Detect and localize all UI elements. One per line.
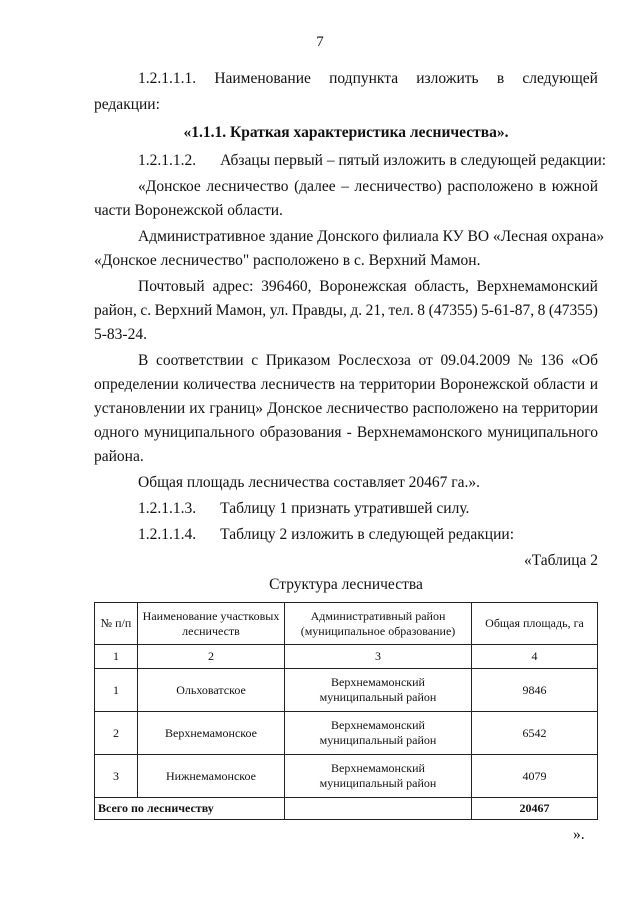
word: соответствии [155, 352, 244, 369]
word: области [533, 376, 586, 393]
forestry-name-cell: Верхнемамонское [138, 712, 285, 755]
paragraph-1-line-1 [138, 70, 598, 88]
word: (47355) [428, 302, 478, 319]
word: - [346, 424, 352, 441]
paragraph-9 [138, 526, 514, 544]
word: с [251, 352, 259, 369]
word: южной [551, 178, 598, 195]
area-cell: 9846 [472, 669, 598, 712]
word: одного [94, 424, 139, 441]
word: лесничество [326, 400, 409, 417]
word: территории [521, 400, 598, 417]
word: «Об [571, 352, 598, 369]
row-number-cell: 1 [95, 669, 138, 712]
paragraph-6-line-3 [94, 400, 598, 418]
word: Мамон, [215, 302, 267, 319]
word: следующей [522, 70, 598, 87]
word: Рослесхоза [338, 352, 411, 369]
table-index-row [95, 645, 598, 669]
closing-quote: ». [573, 826, 585, 843]
paragraph-8 [138, 500, 469, 518]
word: установлении [94, 400, 186, 417]
index-cell: 2 [138, 645, 285, 669]
section-heading: «1.1.1. Краткая характеристика лесничества». [183, 124, 509, 141]
word: расположено [447, 178, 534, 195]
word: расположено [412, 400, 499, 417]
word: территории [359, 376, 436, 393]
paragraph-5-line-2 [94, 302, 598, 320]
district-cell: Верхнемамонский муниципальный район [285, 755, 472, 798]
word: – [341, 178, 349, 195]
word: количества [183, 376, 257, 393]
table-total-row [95, 798, 598, 820]
header-cell: № п/п [95, 603, 138, 645]
word: с. [140, 302, 152, 319]
word: д. [350, 302, 363, 319]
index-cell: 3 [285, 645, 472, 669]
paragraph-text: Таблицу 1 признать утратившей силу. [220, 500, 470, 517]
word: Почтовый [138, 278, 205, 295]
paragraph-4-line-2: «Донское лесничество" расположено в с. Верхний Мамон. [94, 252, 481, 269]
word: район, [94, 302, 137, 319]
word: муниципального [487, 424, 598, 441]
paragraph-text: Таблицу 2 изложить в следующей редакции: [220, 526, 514, 543]
word: границ» [209, 400, 264, 417]
word: на [339, 376, 355, 393]
word: в [496, 70, 505, 87]
word: 5-61-87, [481, 302, 535, 319]
word: область, [414, 278, 469, 295]
word: подпункта [329, 70, 399, 87]
word: 21, [365, 302, 385, 319]
index-cell: 1 [95, 645, 138, 669]
word: от [418, 352, 433, 369]
word: Наименование [214, 70, 311, 87]
paragraph-7: Общая площадь лесничества составляет 20467 га.». [138, 474, 480, 491]
word: их [189, 400, 206, 417]
forestry-name-cell: Нижнемамонское [138, 755, 285, 798]
word: лесничеств [260, 376, 336, 393]
word: 09.04.2009 [440, 352, 511, 369]
word: и [589, 376, 598, 393]
area-cell: 4079 [472, 755, 598, 798]
word: в [538, 178, 547, 195]
word: 8 [537, 302, 546, 319]
word: Донское [267, 400, 323, 417]
paragraph-number: 1.2.1.1.4. [138, 526, 197, 543]
paragraph-6-line-1 [138, 352, 598, 370]
forestry-structure-table [94, 602, 598, 820]
empty-cell [285, 798, 472, 820]
word: Воронежская [319, 278, 407, 295]
paragraph-5-line-3: 5-83-24. [94, 326, 147, 343]
word: определении [94, 376, 179, 393]
table-row [95, 669, 598, 712]
table-header-row [95, 603, 598, 645]
paragraph-6-line-4 [94, 424, 598, 442]
paragraph-6-line-5: района. [94, 448, 144, 465]
paragraph-2 [138, 152, 606, 170]
word: Верхнемамонского [356, 424, 483, 441]
word: адрес: [212, 278, 254, 295]
word: Верхний [154, 302, 213, 319]
paragraph-3-line-2: части Воронежской области. [94, 202, 283, 219]
paragraph-4-line-1: Административное здание Донского филиала КУ ВО «Лесная охрана» [138, 228, 605, 245]
word: В [138, 352, 149, 369]
paragraph-number: 1.2.1.1.1. [138, 70, 197, 87]
paragraph-1-line-2: редакции: [94, 96, 160, 113]
word: ул. [269, 302, 289, 319]
page-number: 7 [316, 34, 324, 50]
word: Правды, [291, 302, 347, 319]
word: лесничество [206, 178, 289, 195]
word: лесничество) [354, 178, 442, 195]
paragraph-number: 1.2.1.1.2. [138, 152, 197, 169]
word: изложить [416, 70, 479, 87]
word: (47355) [548, 302, 598, 319]
row-number-cell: 2 [95, 712, 138, 755]
forestry-name-cell: Ольховатское [138, 669, 285, 712]
table-row [95, 755, 598, 798]
paragraph-3-line-1 [138, 178, 598, 196]
word: № [517, 352, 533, 369]
table-row [95, 712, 598, 755]
word: образования [259, 424, 342, 441]
district-cell: Верхнемамонский муниципальный район [285, 669, 472, 712]
word: на [502, 400, 518, 417]
paragraph-6-line-2 [94, 376, 598, 394]
word: Воронежской [440, 376, 529, 393]
word: Приказом [265, 352, 331, 369]
total-value-cell: 20467 [472, 798, 598, 820]
word: муниципального [144, 424, 255, 441]
word: Верхнемамонский [476, 278, 598, 295]
header-cell: Общая площадь, га [472, 603, 598, 645]
area-cell: 6542 [472, 712, 598, 755]
paragraph-5-line-1 [138, 278, 598, 296]
district-cell: Верхнемамонский муниципальный район [285, 712, 472, 755]
paragraph-text: Абзацы первый – пятый изложить в следующей редакции: [220, 152, 607, 169]
paragraph-number: 1.2.1.1.3. [138, 500, 197, 517]
word: «Донское [138, 178, 201, 195]
index-cell: 4 [472, 645, 598, 669]
word: 396460, [261, 278, 312, 295]
word: (далее [294, 178, 336, 195]
word: 136 [540, 352, 564, 369]
header-cell: Административный район (муниципальное образование) [285, 603, 472, 645]
row-number-cell: 3 [95, 755, 138, 798]
table-title: Структура лесничества [269, 576, 423, 593]
table-label: «Таблица 2 [523, 552, 598, 569]
word: 8 [417, 302, 426, 319]
word: тел. [388, 302, 414, 319]
header-cell: Наименование участковых лесничеств [138, 603, 285, 645]
total-label-cell: Всего по лесничеству [95, 798, 285, 820]
